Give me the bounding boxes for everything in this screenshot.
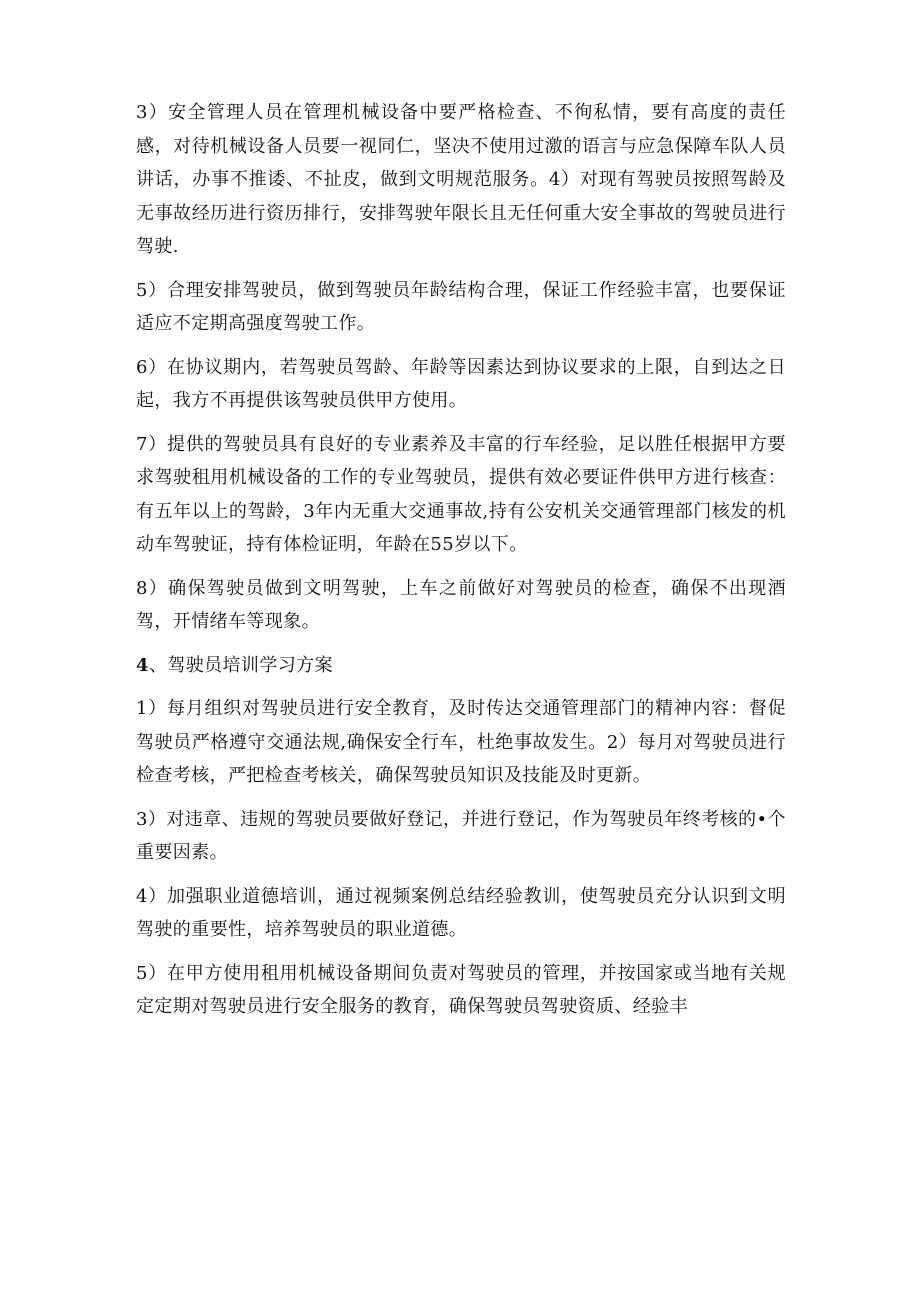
paragraph-item-7: 7）提供的驾驶员具有良好的专业素养及丰富的行车经验，足以胜任根据甲方要求驾驶租用机械设备的工作的专业驾驶员，提供有效必要证件供甲方进行核查：有五年以上的驾龄，3年内无重大交通事故,持有公安机关交通管理部门核发的机动车驾驶证，持有体检证明，年龄在55岁以下。 — [136, 433, 786, 555]
paragraph-item-3: 3）安全管理人员在管理机械设备中要严格检查、不徇私情，要有高度的责任感，对待机械设备人员要一视同仁，坚决不使用过激的语言与应急保障车队人员讲话，办事不推诿、不扯皮，做到文明规范服务。4）对现有驾驶员按照驾龄及无事故经历进行资历排行，安排驾驶年限长且无任何重大安全事故的驾驶员进行驾驶. — [136, 102, 786, 257]
training-item-5: 5）在甲方使用租用机械设备期间负责对驾驶员的管理，并按国家或当地有关规定定期对驾驶员进行安全服务的教育，确保驾驶员驾驶资质、经验丰 — [136, 962, 786, 1017]
training-item-4: 4）加强职业道德培训，通过视频案例总结经验教训，使驾驶员充分认识到文明驾驶的重要性，培养驾驶员的职业道德。 — [136, 885, 786, 940]
document-page — [136, 96, 786, 1034]
paragraph-item-5: 5）合理安排驾驶员，做到驾驶员年龄结构合理，保证工作经验丰富，也要保证适应不定期高强度驾驶工作。 — [136, 279, 786, 334]
section-heading-text: 、驾驶员培训学习方案 — [148, 654, 333, 676]
training-item-1: 1）每月组织对驾驶员进行安全教育，及时传达交通管理部门的精神内容：督促驾驶员严格遵守交通法规,确保安全行车，杜绝事故发生。2）每月对驾驶员进行检查考核，严把检查考核关，确保驾驶员知识及技能及时更新。 — [136, 698, 786, 786]
training-item-3: 3）对违章、违规的驾驶员要做好登记，并进行登记，作为驾驶员年终考核的•个重要因素。 — [136, 808, 786, 863]
section-heading — [136, 649, 786, 683]
section-heading-number: 4 — [136, 654, 149, 676]
paragraph-item-6: 6）在协议期内，若驾驶员驾龄、年龄等因素达到协议要求的上限，自到达之日起，我方不再提供该驾驶员供甲方使用。 — [136, 356, 786, 411]
paragraph-item-8: 8）确保驾驶员做到文明驾驶，上车之前做好对驾驶员的检查，确保不出现酒驾，开情绪车等现象。 — [136, 577, 786, 632]
